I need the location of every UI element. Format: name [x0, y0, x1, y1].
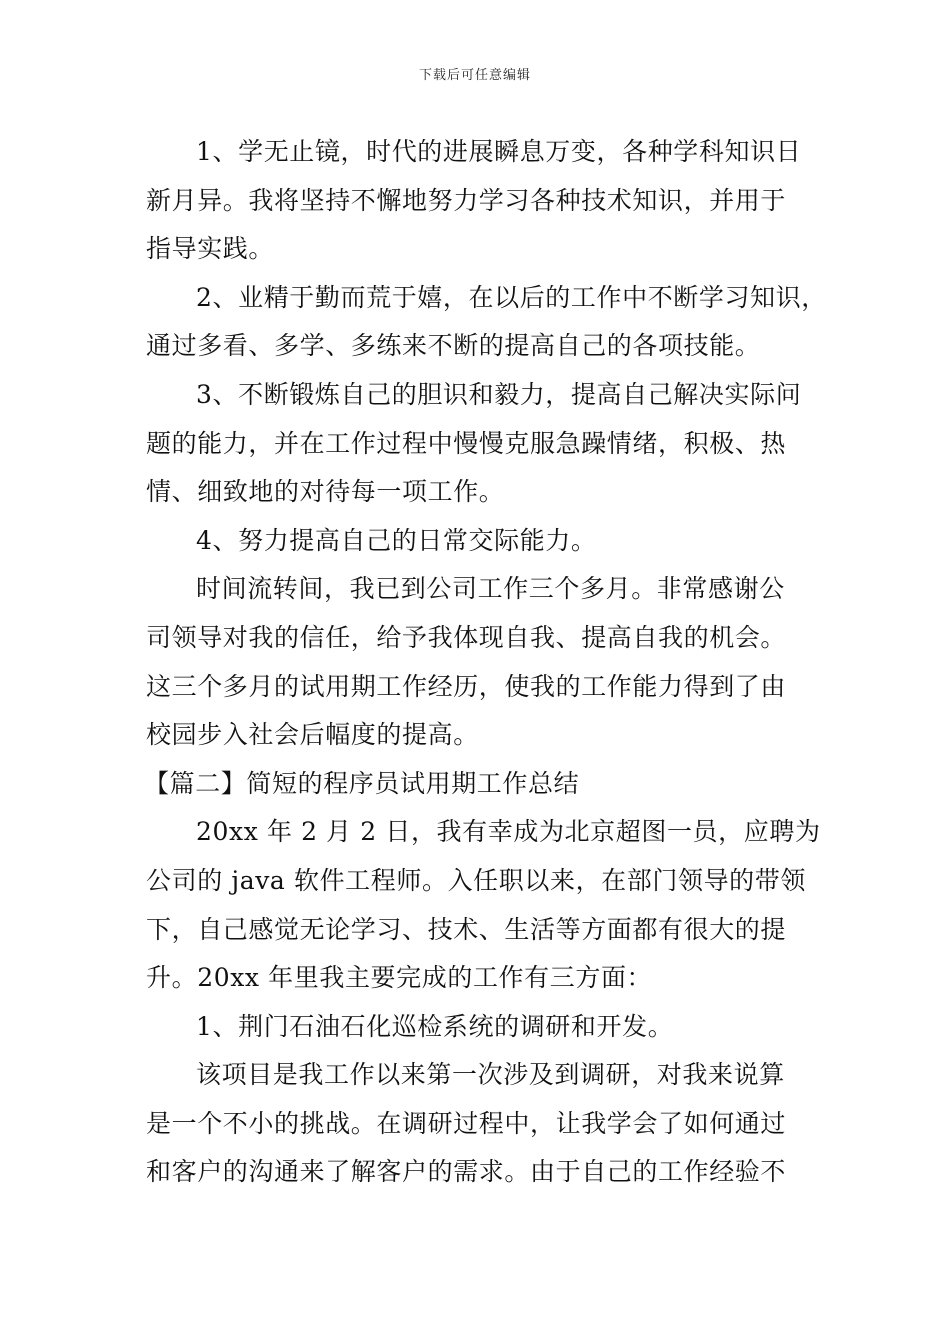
- text-line: 新月异。我将坚持不懈地努力学习各种技术知识，并用于: [146, 185, 787, 215]
- text-line: 下，自己感觉无论学习、技术、生活等方面都有很大的提: [146, 914, 787, 944]
- text-line: 公司的 java 软件工程师。入任职以来，在部门领导的带领: [146, 865, 806, 895]
- text-line: 通过多看、多学、多练来不断的提高自己的各项技能。: [146, 331, 761, 361]
- text-line: 2、业精于勤而荒于嬉，在以后的工作中不断学习知识，: [196, 282, 827, 312]
- text-line: 升。20xx 年里我主要完成的工作有三方面：: [146, 963, 653, 993]
- text-line: 3、不断锻炼自己的胆识和毅力，提高自己解决实际问: [196, 379, 802, 409]
- text-line: 校园步入社会后幅度的提高。: [146, 720, 479, 750]
- text-line: 情、细致地的对待每一项工作。: [146, 477, 505, 507]
- text-line: 4、努力提高自己的日常交际能力。: [196, 525, 597, 555]
- text-line: 题的能力，并在工作过程中慢慢克服急躁情绪，积极、热: [146, 428, 787, 458]
- text-line: 司领导对我的信任，给予我体现自我、提高自我的机会。: [146, 622, 787, 652]
- text-line: 是一个不小的挑战。在调研过程中，让我学会了如何通过: [146, 1108, 787, 1138]
- text-line: 时间流转间，我已到公司工作三个多月。非常感谢公: [196, 574, 785, 604]
- section-heading: 【篇二】简短的程序员试用期工作总结: [144, 768, 580, 798]
- text-line: 20xx 年 2 月 2 日，我有幸成为北京超图一员，应聘为: [196, 817, 821, 847]
- document-body: [146, 128, 836, 1197]
- text-line: 该项目是我工作以来第一次涉及到调研，对我来说算: [196, 1060, 785, 1090]
- text-line: 和客户的沟通来了解客户的需求。由于自己的工作经验不: [146, 1157, 787, 1187]
- text-line: 这三个多月的试用期工作经历，使我的工作能力得到了由: [146, 671, 787, 701]
- text-line: 1、学无止镜，时代的进展瞬息万变，各种学科知识日: [196, 137, 802, 166]
- text-line: 指导实践。: [146, 234, 275, 264]
- text-line: 1、荆门石油石化巡检系统的调研和开发。: [196, 1011, 674, 1041]
- page-header: 下载后可任意编辑: [418, 68, 531, 83]
